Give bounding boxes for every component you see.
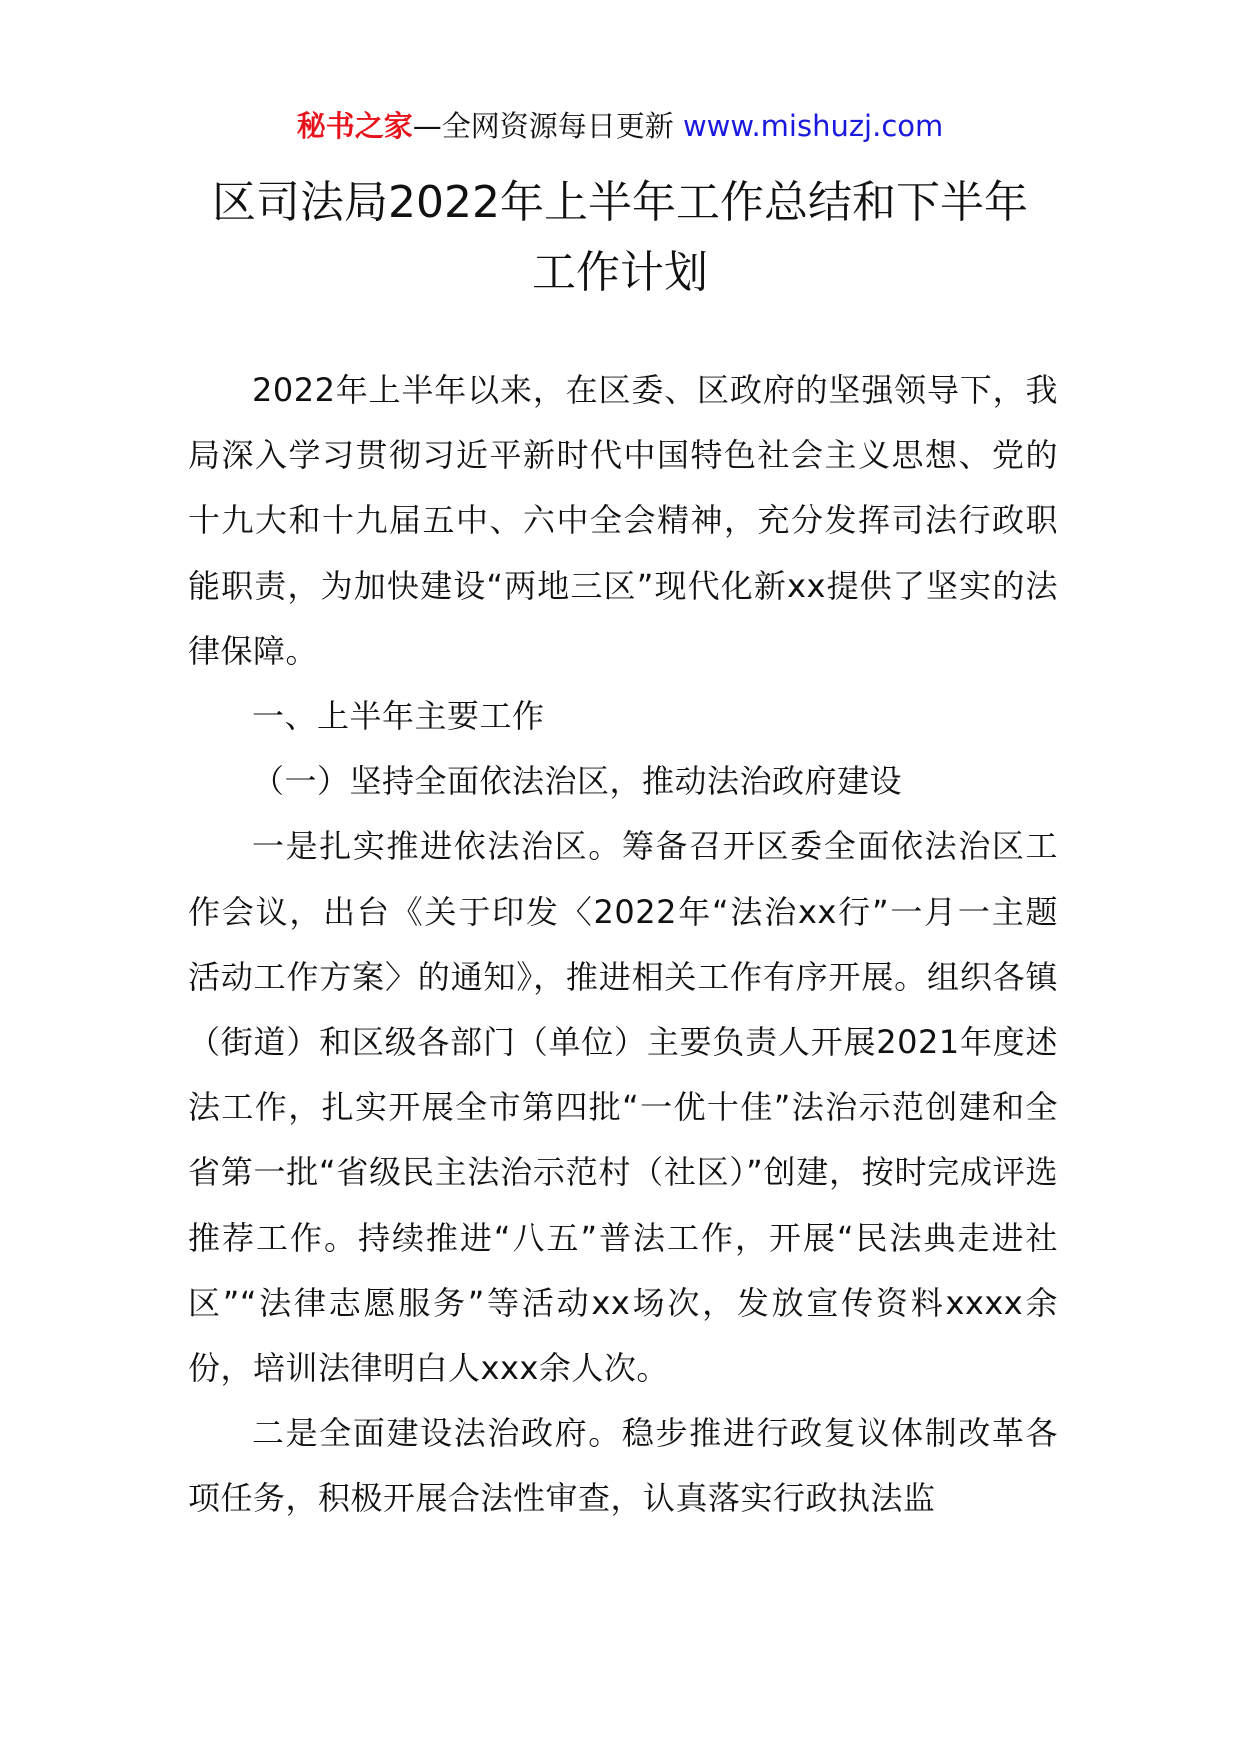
subsection-heading: （一）坚持全面依法治区，推动法治政府建设 [252,762,903,801]
document-title-line1: 区司法局2022年上半年工作总结和下半年 [212,177,1028,228]
body-paragraph: 一是扎实推进依法治区。筹备召开区委全面依法治区工作会议，出台《关于印发〈2022年“法治xx行”一月一主题活动工作方案〉的通知》，推进相关工作有序开展。组织各镇（街道）和区级各部门（单位）主要负责人开展2021年度述法工作，扎实开展全市第四批“一优十佳”法治示范创建和全省第一批“省级民主法治示范村（社区）”创建，按时完成评选推荐工作。持续推进“八五”普法工作，开展“民法典走进社区”“法律志愿服务”等活动xx场次，发放宣传资料xxxx余份，培训法律明白人xxx余人次。 [188,827,1058,1388]
document-body [188,358,1058,1532]
document-title [160,168,1080,308]
body-paragraph: 二是全面建设法治政府。稳步推进行政复议体制改革各项任务，积极开展合法性审查，认真落实行政执法监 [188,1414,1058,1518]
intro-paragraph: 2022年上半年以来，在区委、区政府的坚强领导下，我局深入学习贯彻习近平新时代中国特色社会主义思想、党的十九大和十九届五中、六中全会精神，充分发挥司法行政职能职责，为加快建设“两地三区”现代化新xx提供了坚实的法律保障。 [188,371,1058,670]
site-brand: 秘书之家 [296,109,413,143]
site-url-link[interactable]: www.mishuzj.com [682,109,944,143]
section-heading: 一、上半年主要工作 [252,697,545,736]
document-title-line2: 工作计划 [532,247,708,298]
site-tagline: —全网资源每日更新 [412,109,683,143]
site-header [0,106,1240,146]
